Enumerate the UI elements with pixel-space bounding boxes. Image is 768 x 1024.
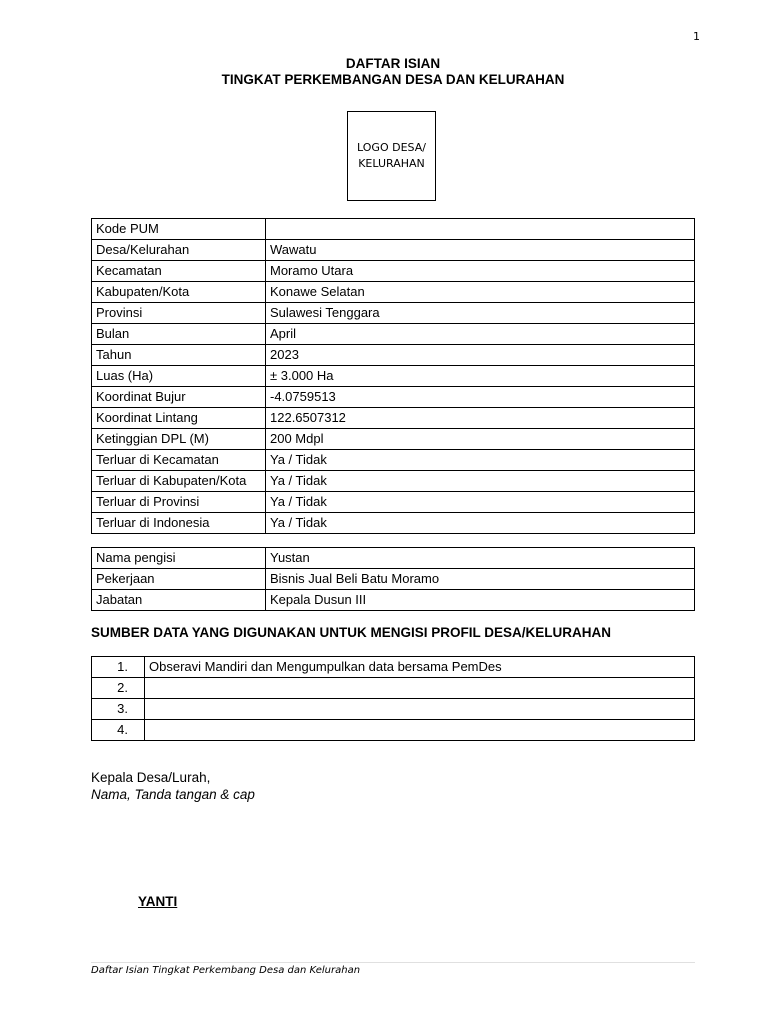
field-value: ± 3.000 Ha [266,366,695,387]
field-value: Kepala Dusun III [266,590,695,611]
field-value: Moramo Utara [266,261,695,282]
field-value: 2023 [266,345,695,366]
field-value: -4.0759513 [266,387,695,408]
source-row [92,678,695,699]
field-label: Desa/Kelurahan [92,240,266,261]
source-row [92,657,695,678]
row-number: 2. [92,678,145,699]
row-number: 3. [92,699,145,720]
field-value: Wawatu [266,240,695,261]
title-line-2: TINGKAT PERKEMBANGAN DESA DAN KELURAHAN [221,72,565,87]
field-label: Luas (Ha) [92,366,266,387]
filler-row [92,548,695,569]
field-value: April [266,324,695,345]
profile-row [92,492,695,513]
document-title [0,56,768,88]
profile-row [92,513,695,534]
field-value: Ya / Tidak [266,492,695,513]
field-value: Ya / Tidak [266,471,695,492]
field-value: 200 Mdpl [266,429,695,450]
field-label: Terluar di Provinsi [92,492,266,513]
field-label: Jabatan [92,590,266,611]
data-source-heading: SUMBER DATA YANG DIGUNAKAN UNTUK MENGISI PROFIL DESA/KELURAHAN [91,625,612,640]
profile-row [92,345,695,366]
profile-row [92,450,695,471]
field-label: Bulan [92,324,266,345]
title-line-1: DAFTAR ISIAN [345,56,441,71]
field-label: Provinsi [92,303,266,324]
field-value: 122.6507312 [266,408,695,429]
logo-label-line-1: LOGO DESA/ [357,141,426,154]
source-text [145,678,695,699]
data-source-table [91,656,695,741]
footer-divider [91,962,695,963]
profile-row [92,219,695,240]
field-value: Sulawesi Tenggara [266,303,695,324]
row-number: 1. [92,657,145,678]
field-value: Yustan [266,548,695,569]
field-value [266,219,695,240]
profile-row [92,408,695,429]
signature-note: Nama, Tanda tangan & cap [91,787,255,802]
filler-row [92,569,695,590]
filler-row [92,590,695,611]
source-row [92,720,695,741]
profile-row [92,387,695,408]
field-label: Koordinat Bujur [92,387,266,408]
source-text [145,720,695,741]
profile-row [92,240,695,261]
field-label: Kecamatan [92,261,266,282]
field-label: Nama pengisi [92,548,266,569]
field-label: Pekerjaan [92,569,266,590]
field-value: Ya / Tidak [266,450,695,471]
profile-row [92,429,695,450]
logo-placeholder [347,111,436,201]
field-value: Konawe Selatan [266,282,695,303]
field-label: Kode PUM [92,219,266,240]
logo-label-line-2: KELURAHAN [358,157,425,170]
field-label: Tahun [92,345,266,366]
field-label: Kabupaten/Kota [92,282,266,303]
field-label: Koordinat Lintang [92,408,266,429]
field-label: Terluar di Indonesia [92,513,266,534]
filler-info-table [91,547,695,611]
profile-row [92,261,695,282]
page-footer: Daftar Isian Tingkat Perkembang Desa dan Kelurahan [91,965,361,976]
profile-row [92,282,695,303]
profile-row [92,303,695,324]
row-number: 4. [92,720,145,741]
profile-row [92,324,695,345]
page-number: 1 [693,30,700,43]
profile-row [92,471,695,492]
village-profile-table [91,218,695,534]
source-text: Obseravi Mandiri dan Mengumpulkan data bersama PemDes [145,657,695,678]
field-value: Bisnis Jual Beli Batu Moramo [266,569,695,590]
field-label: Terluar di Kabupaten/Kota [92,471,266,492]
field-label: Ketinggian DPL (M) [92,429,266,450]
field-value: Ya / Tidak [266,513,695,534]
source-text [145,699,695,720]
profile-row [92,366,695,387]
signature-title: Kepala Desa/Lurah, [91,770,211,785]
field-label: Terluar di Kecamatan [92,450,266,471]
source-row [92,699,695,720]
signatory-name: YANTI [138,894,178,909]
